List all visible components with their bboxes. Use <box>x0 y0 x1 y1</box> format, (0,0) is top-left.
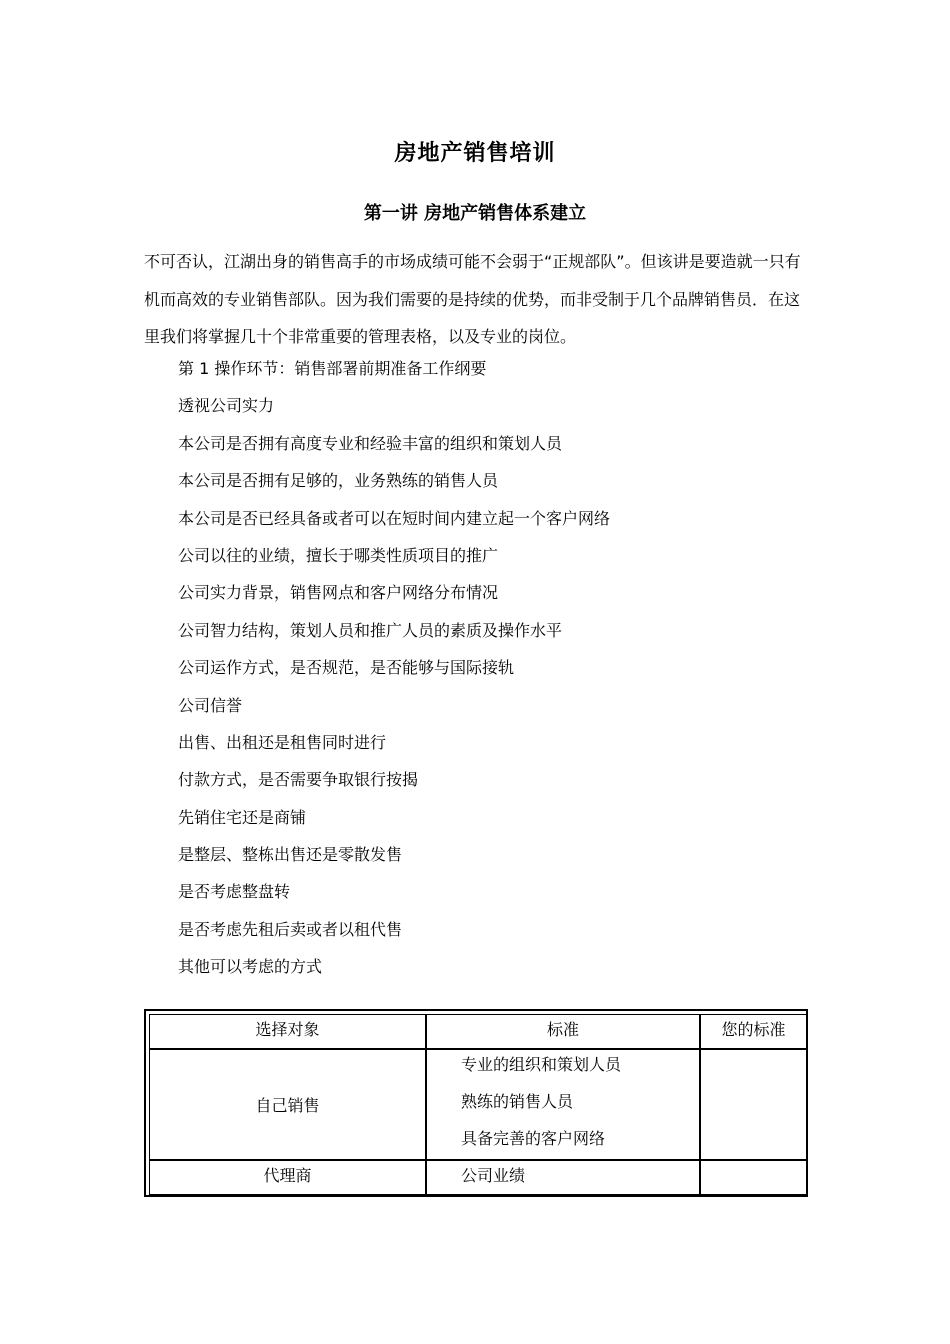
table-cell-yours <box>700 1049 807 1160</box>
list-item: 公司智力结构，策划人员和推广人员的素质及操作水平 <box>178 620 563 640</box>
list-item: 透视公司实力 <box>178 396 275 416</box>
table-cell-yours <box>700 1160 807 1195</box>
list-item: 其他可以考虑的方式 <box>178 957 323 977</box>
list-item: 先销住宅还是商铺 <box>178 807 307 827</box>
list-item: 公司实力背景，销售网点和客户网络分布情况 <box>178 583 499 603</box>
list-item: 本公司是否已经具备或者可以在短时间内建立起一个客户网络 <box>178 508 611 528</box>
list-item: 是整层、整栋出售还是零散发售 <box>178 845 403 865</box>
table-cell-object: 代理商 <box>149 1160 426 1195</box>
header-cell-yours: 您的标准 <box>700 1014 807 1049</box>
criteria-item: 公司业绩 <box>461 1166 526 1185</box>
criteria-item: 具备完善的客户网络 <box>461 1129 606 1148</box>
list-item: 公司以往的业绩，擅长于哪类性质项目的推广 <box>178 545 499 565</box>
list-item: 公司信誉 <box>178 695 243 715</box>
list-item: 公司运作方式，是否规范，是否能够与国际接轨 <box>178 658 515 678</box>
list-item: 本公司是否拥有足够的，业务熟练的销售人员 <box>178 471 499 491</box>
list-item: 第 1 操作环节：销售部署前期准备工作纲要 <box>178 359 487 378</box>
header-cell-object: 选择对象 <box>149 1014 426 1049</box>
header-cell-criteria: 标准 <box>426 1014 700 1049</box>
checklist <box>178 354 610 990</box>
criteria-item: 专业的组织和策划人员 <box>461 1055 622 1074</box>
document-title: 房地产销售培训 <box>394 141 556 166</box>
list-item: 是否考虑先租后卖或者以租代售 <box>178 919 403 939</box>
list-item: 是否考虑整盘转 <box>178 882 291 902</box>
intro-paragraph: 不可否认，江湖出身的销售高手的市场成绩可能不会弱于“正规部队”。但该讲是要造就一只有机而高效的专业销售部队。因为我们需要的是持续的优势，而非受制于几个品牌销售员．在这里我们将掌握几十个非常重要的管理表格，以及专业的岗位。 <box>144 252 801 346</box>
list-item: 出售、出租还是租售同时进行 <box>178 732 387 752</box>
table-cell-criteria <box>426 1160 700 1195</box>
table-cell-criteria <box>426 1049 700 1160</box>
list-item: 付款方式，是否需要争取银行按揭 <box>178 770 419 790</box>
selection-table <box>144 1009 808 1197</box>
criteria-item: 熟练的销售人员 <box>461 1092 574 1111</box>
list-item: 本公司是否拥有高度专业和经验丰富的组织和策划人员 <box>178 433 563 453</box>
table-cell-object: 自己销售 <box>149 1049 426 1160</box>
section-heading: 第一讲 房地产销售体系建立 <box>363 203 587 224</box>
